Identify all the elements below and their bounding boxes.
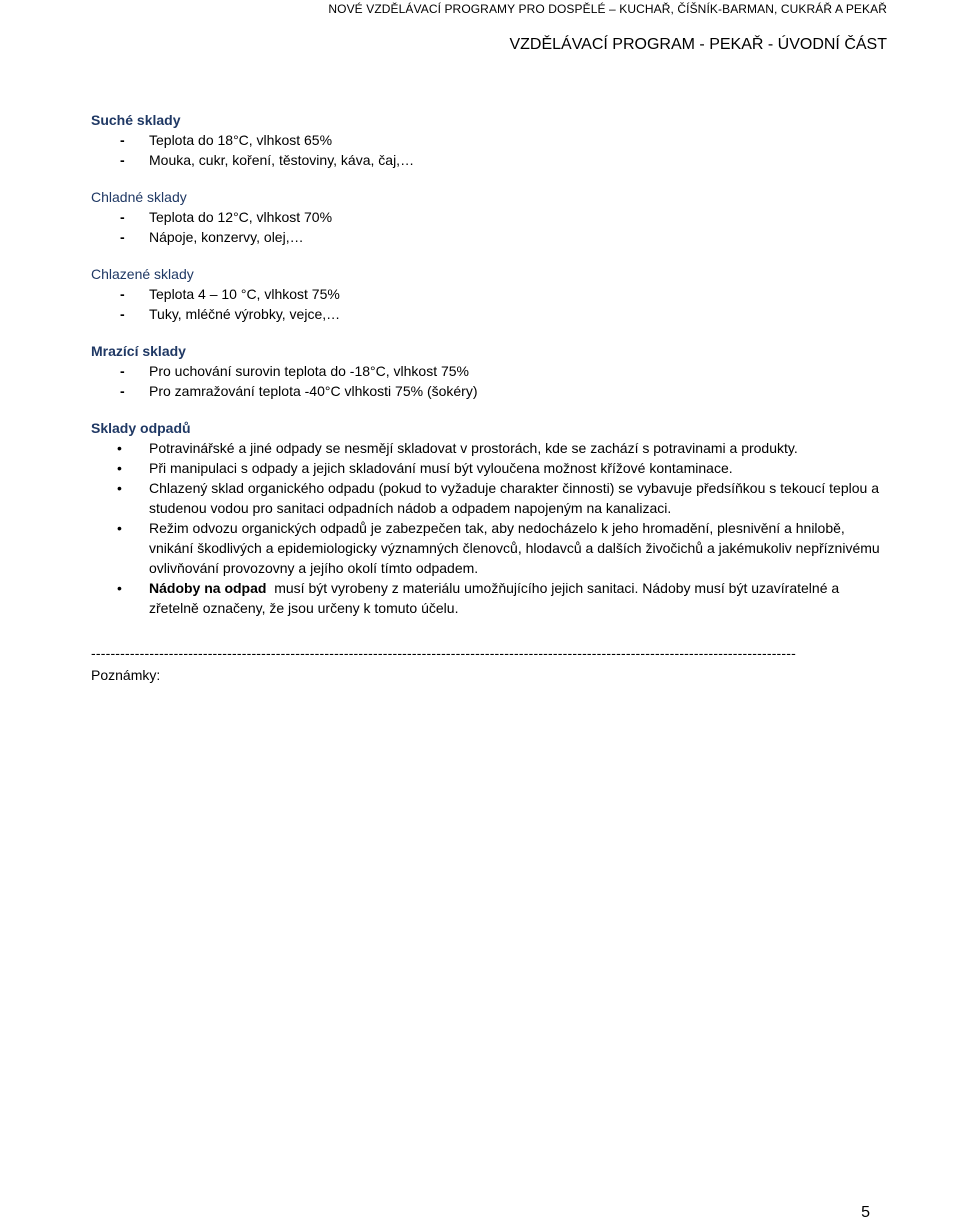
list-item-text: musí být vyrobeny z materiálu umožňujícího jejich sanitaci. Nádoby musí být uzavíratelné a zřetelně označeny, že jsou určeny k tomuto účelu. bbox=[149, 580, 844, 616]
section-chilled-storage bbox=[91, 264, 881, 324]
dash-marker: - bbox=[120, 306, 125, 322]
section-title: Mrazící sklady bbox=[91, 343, 186, 359]
list-item bbox=[91, 361, 881, 381]
dash-marker: - bbox=[120, 132, 125, 148]
list-item-text: Tuky, mléčné výrobky, vejce,… bbox=[149, 306, 341, 322]
list-item bbox=[91, 284, 881, 304]
list-item-bold-text: Nádoby na odpad bbox=[149, 580, 267, 596]
list-item-text: Chlazený sklad organického odpadu (pokud to vyžaduje charakter činnosti) se vybavuje předsíňkou s tekoucí teplou a studenou vodou pro sanitaci odpadních nádob a odpadem napojeným na kanalizaci. bbox=[149, 480, 879, 516]
dash-marker: - bbox=[120, 363, 125, 379]
list-item-text: Teplota do 18°C, vlhkost 65% bbox=[149, 132, 333, 148]
dash-list bbox=[91, 284, 881, 324]
bullet-marker: • bbox=[117, 440, 122, 456]
bullet-marker: • bbox=[117, 480, 122, 496]
header-program-title: NOVÉ VZDĚLÁVACÍ PROGRAMY PRO DOSPĚLÉ – KUCHAŘ, ČÍŠNÍK-BARMAN, CUKRÁŘ A PEKAŘ bbox=[328, 2, 887, 16]
list-item-text: Potravinářské a jiné odpady se nesmějí skladovat v prostorách, kde se zachází s potravinami a produkty. bbox=[149, 440, 798, 456]
section-title: Sklady odpadů bbox=[91, 420, 191, 436]
dash-list bbox=[91, 361, 881, 401]
list-item-text: Pro zamražování teplota -40°C vlhkosti 75% (šokéry) bbox=[149, 383, 478, 399]
section-waste-storage bbox=[91, 418, 881, 618]
list-item-text: Teplota 4 – 10 °C, vlhkost 75% bbox=[149, 286, 340, 302]
document-content bbox=[91, 110, 881, 635]
header-section-title: VZDĚLÁVACÍ PROGRAM - PEKAŘ - ÚVODNÍ ČÁST bbox=[509, 36, 887, 53]
list-item bbox=[91, 578, 881, 618]
list-item-text: Teplota do 12°C, vlhkost 70% bbox=[149, 209, 333, 225]
dash-marker: - bbox=[120, 383, 125, 399]
list-item bbox=[91, 150, 881, 170]
dash-marker: - bbox=[120, 229, 125, 245]
notes-label: Poznámky: bbox=[91, 667, 161, 683]
dash-marker: - bbox=[120, 209, 125, 225]
dash-marker: - bbox=[120, 286, 125, 302]
list-item bbox=[91, 438, 881, 458]
list-item bbox=[91, 227, 881, 247]
section-title: Chlazené sklady bbox=[91, 266, 194, 282]
list-item bbox=[91, 478, 881, 518]
section-title: Suché sklady bbox=[91, 112, 181, 128]
list-item-text: Pro uchování surovin teplota do -18°C, vlhkost 75% bbox=[149, 363, 469, 379]
section-title: Chladné sklady bbox=[91, 189, 187, 205]
list-item bbox=[91, 130, 881, 150]
list-item-text: Při manipulaci s odpady a jejich skladování musí být vyloučena možnost křížové kontaminace. bbox=[149, 460, 733, 476]
page-number: 5 bbox=[861, 1204, 870, 1221]
list-item bbox=[91, 458, 881, 478]
list-item bbox=[91, 304, 881, 324]
list-item bbox=[91, 518, 881, 578]
list-item-text: Režim odvozu organických odpadů je zabezpečen tak, aby nedocházelo k jeho hromadění, plesnivění a hnilobě, vnikání škodlivých a epidemiologicky významných členovců, hlodavců a dalších živočichů a jakémukoliv nepříznivému ovlivňování provozovny a jejího okolí tímto odpadem. bbox=[149, 520, 880, 576]
list-item bbox=[91, 381, 881, 401]
dash-list bbox=[91, 207, 881, 247]
section-freezer-storage bbox=[91, 341, 881, 401]
list-item bbox=[91, 207, 881, 227]
section-cool-storage bbox=[91, 187, 881, 247]
dash-list bbox=[91, 130, 881, 170]
list-item-text: Nápoje, konzervy, olej,… bbox=[149, 229, 304, 245]
dash-marker: - bbox=[120, 152, 125, 168]
section-dry-storage bbox=[91, 110, 881, 170]
bullet-marker: • bbox=[117, 460, 122, 476]
separator-line: ------------------------------------------------------------------------------------------------------------------------------------------------- bbox=[91, 645, 797, 661]
bullet-list bbox=[91, 438, 881, 618]
bullet-marker: • bbox=[117, 580, 122, 596]
bullet-marker: • bbox=[117, 520, 122, 536]
list-item-text: Mouka, cukr, koření, těstoviny, káva, čaj,… bbox=[149, 152, 415, 168]
